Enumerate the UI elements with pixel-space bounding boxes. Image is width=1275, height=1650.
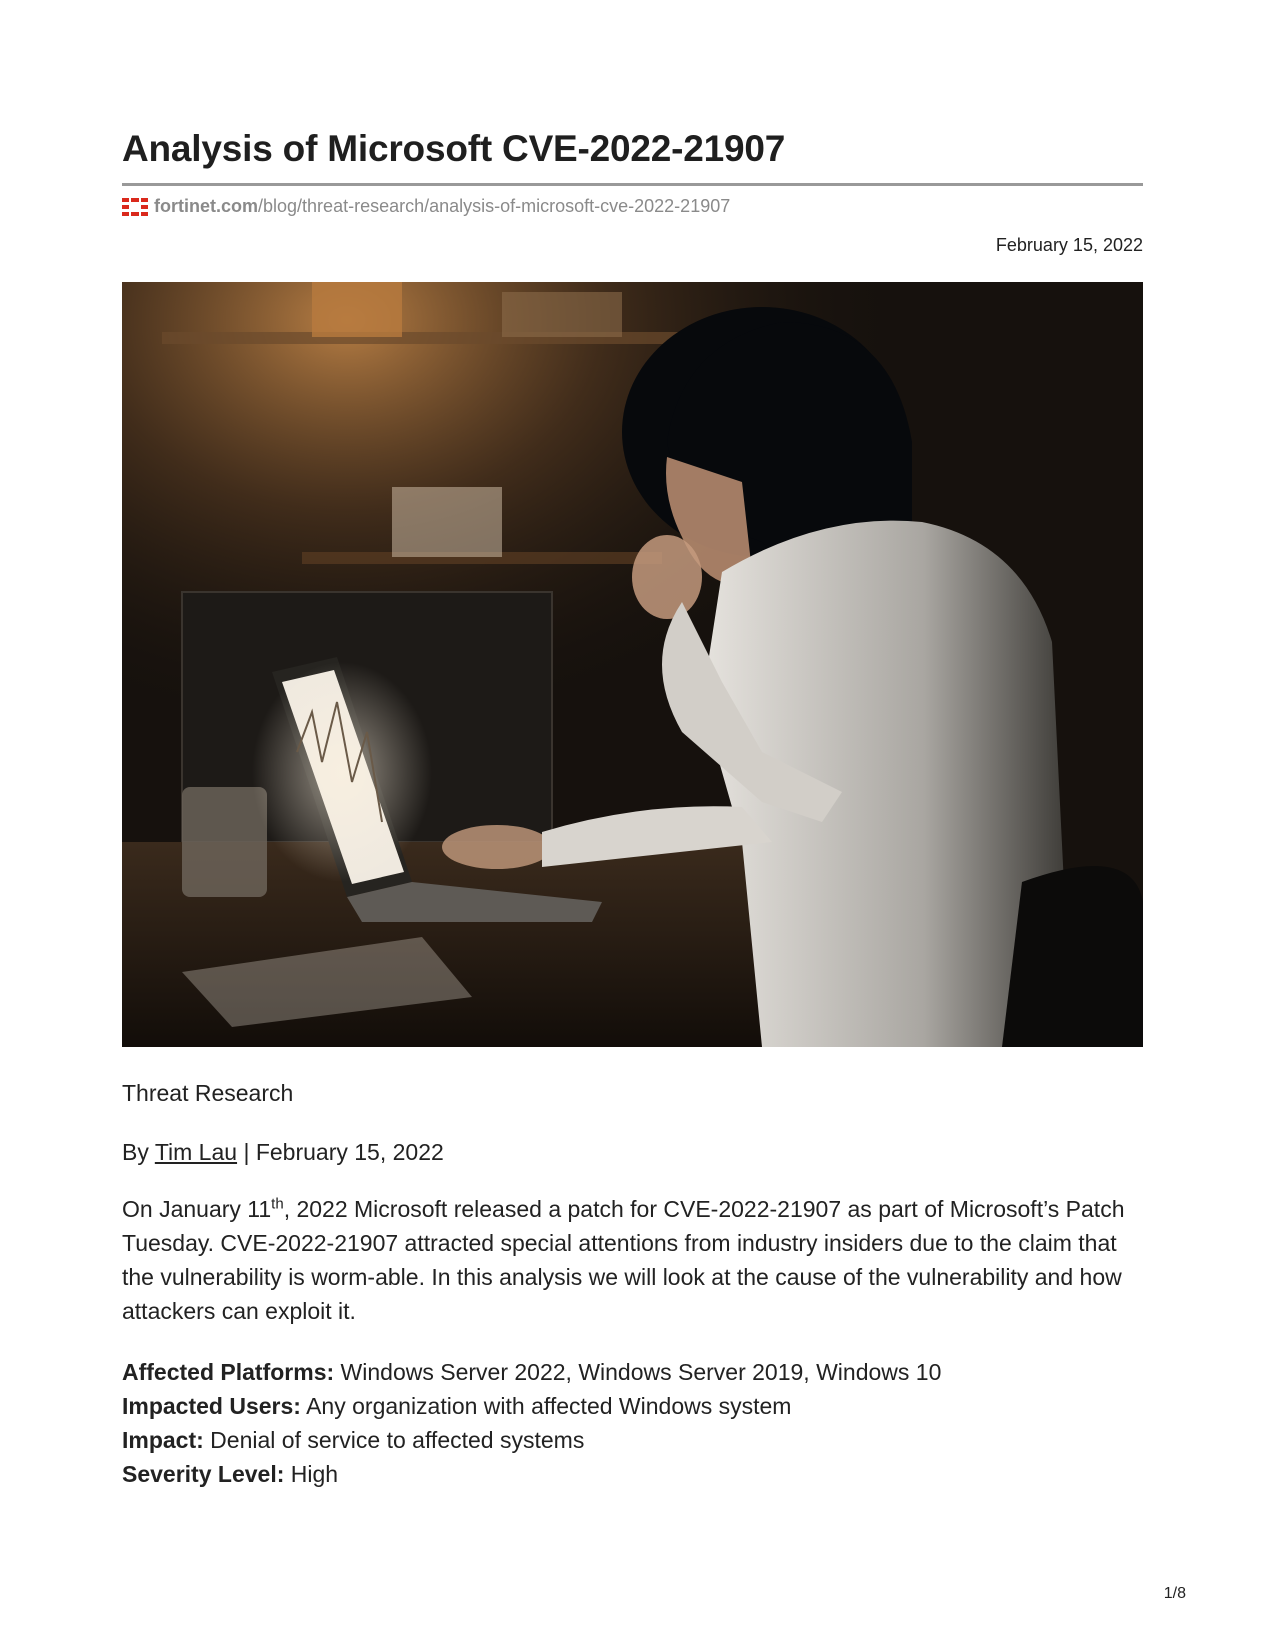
intro-paragraph (122, 1192, 1152, 1328)
fact-value: High (284, 1461, 339, 1487)
facts-list (122, 1355, 941, 1491)
fact-label: Severity Level: (122, 1461, 285, 1487)
title-divider (122, 183, 1143, 186)
fact-affected-platforms (122, 1355, 941, 1389)
author-link[interactable]: Tim Lau (154, 1139, 238, 1165)
hero-image (122, 282, 1143, 1047)
fact-label: Impact: (122, 1427, 204, 1453)
page-title: Analysis of Microsoft CVE-2022-21907 (122, 128, 786, 169)
intro-superscript: th (271, 1195, 284, 1213)
fact-label: Affected Platforms: (122, 1359, 335, 1385)
page-number: 1/8 (1163, 1585, 1186, 1602)
fact-value: Any organization with affected Windows system (300, 1393, 792, 1419)
fact-severity-level (122, 1457, 941, 1491)
fortinet-logo-icon (122, 198, 148, 216)
fact-value: Windows Server 2022, Windows Server 2019, Windows 10 (334, 1359, 942, 1385)
byline-date: February 15, 2022 (255, 1139, 444, 1165)
byline-prefix: By (122, 1139, 155, 1165)
byline (122, 1139, 444, 1166)
intro-text-start: On January 11 (122, 1196, 272, 1222)
intro-text-rest: , 2022 Microsoft released a patch for CVE-2022-21907 as part of Microsoft’s Patch Tuesday. CVE-2022-21907 attracted special attentions from industry insiders due to the claim that the vulnerability is worm-able. In this analysis we will look at the cause of the vulnerability and how attackers can exploit it. (122, 1196, 1125, 1324)
header-date: February 15, 2022 (995, 235, 1143, 255)
article-category: Threat Research (122, 1080, 294, 1106)
source-path: /blog/threat-research/analysis-of-microsoft-cve-2022-21907 (258, 196, 731, 216)
byline-separator: | (237, 1139, 256, 1165)
fact-impacted-users (122, 1389, 941, 1423)
source-domain: fortinet.com (154, 196, 259, 216)
fact-impact (122, 1423, 941, 1457)
source-url[interactable] (122, 196, 730, 217)
fact-value: Denial of service to affected systems (203, 1427, 585, 1453)
fact-label: Impacted Users: (122, 1393, 301, 1419)
